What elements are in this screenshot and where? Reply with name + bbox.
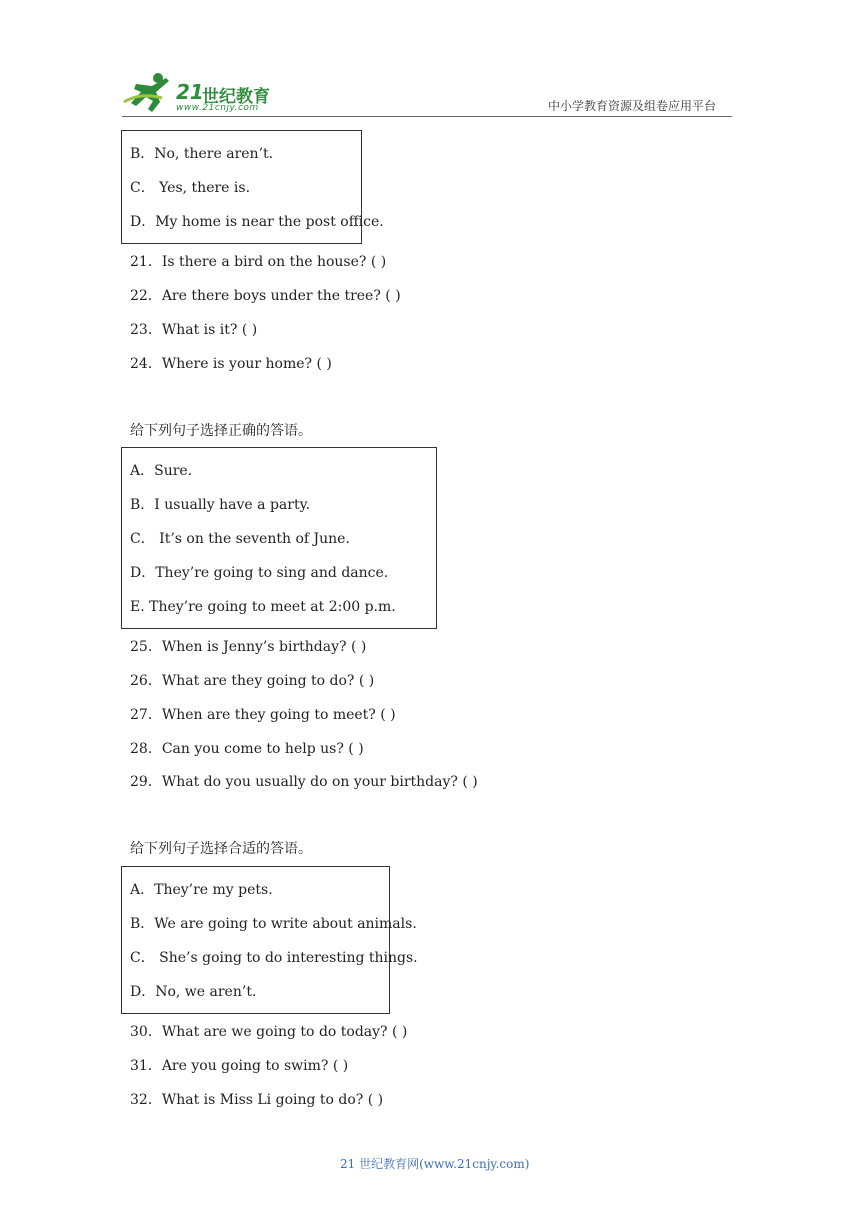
- option-b: B．I usually have a party.: [130, 497, 311, 513]
- option-d: D．My home is near the post office.: [130, 214, 384, 230]
- logo-url: www.21cnjy.com: [176, 103, 259, 113]
- question-27: 27．When are they going to meet? ( ): [130, 707, 396, 723]
- question-29: 29．What do you usually do on your birthday? ( ): [130, 774, 478, 790]
- option-c: C． She’s going to do interesting things.: [130, 950, 418, 966]
- site-name: 中小学教育资源及组卷应用平台: [548, 99, 717, 113]
- logo-text: 世纪教育: [202, 87, 270, 107]
- header-divider: [122, 116, 732, 117]
- question-21: 21．Is there a bird on the house? ( ): [130, 254, 387, 270]
- instruction-3: 给下列句子选择合适的答语。: [130, 841, 312, 857]
- question-23: 23．What is it? ( ): [130, 322, 258, 338]
- option-b: B．We are going to write about animals.: [130, 916, 417, 932]
- question-28: 28．Can you come to help us? ( ): [130, 741, 364, 757]
- question-32: 32．What is Miss Li going to do? ( ): [130, 1092, 384, 1108]
- instruction-2: 给下列句子选择正确的答语。: [130, 423, 312, 439]
- question-24: 24．Where is your home? ( ): [130, 356, 332, 372]
- option-d: D．They’re going to sing and dance.: [130, 565, 389, 581]
- question-31: 31．Are you going to swim? ( ): [130, 1058, 349, 1074]
- option-c: C． It’s on the seventh of June.: [130, 531, 350, 547]
- logo-number: 21: [176, 80, 204, 104]
- question-25: 25．When is Jenny’s birthday? ( ): [130, 639, 367, 655]
- option-b: B．No, there aren’t.: [130, 146, 274, 162]
- question-22: 22．Are there boys under the tree? ( ): [130, 288, 401, 304]
- option-a: A．Sure.: [130, 463, 193, 479]
- question-30: 30．What are we going to do today? ( ): [130, 1024, 408, 1040]
- question-26: 26．What are they going to do? ( ): [130, 673, 375, 689]
- option-a: A．They’re my pets.: [130, 882, 273, 898]
- runner-logo-icon: [122, 70, 178, 114]
- option-d: D．No, we aren’t.: [130, 984, 257, 1000]
- option-c: C． Yes, there is.: [130, 180, 251, 196]
- option-e: E. They’re going to meet at 2:00 p.m.: [130, 599, 396, 615]
- footer-link[interactable]: 21 世纪教育网(www.21cnjy.com): [340, 1157, 530, 1171]
